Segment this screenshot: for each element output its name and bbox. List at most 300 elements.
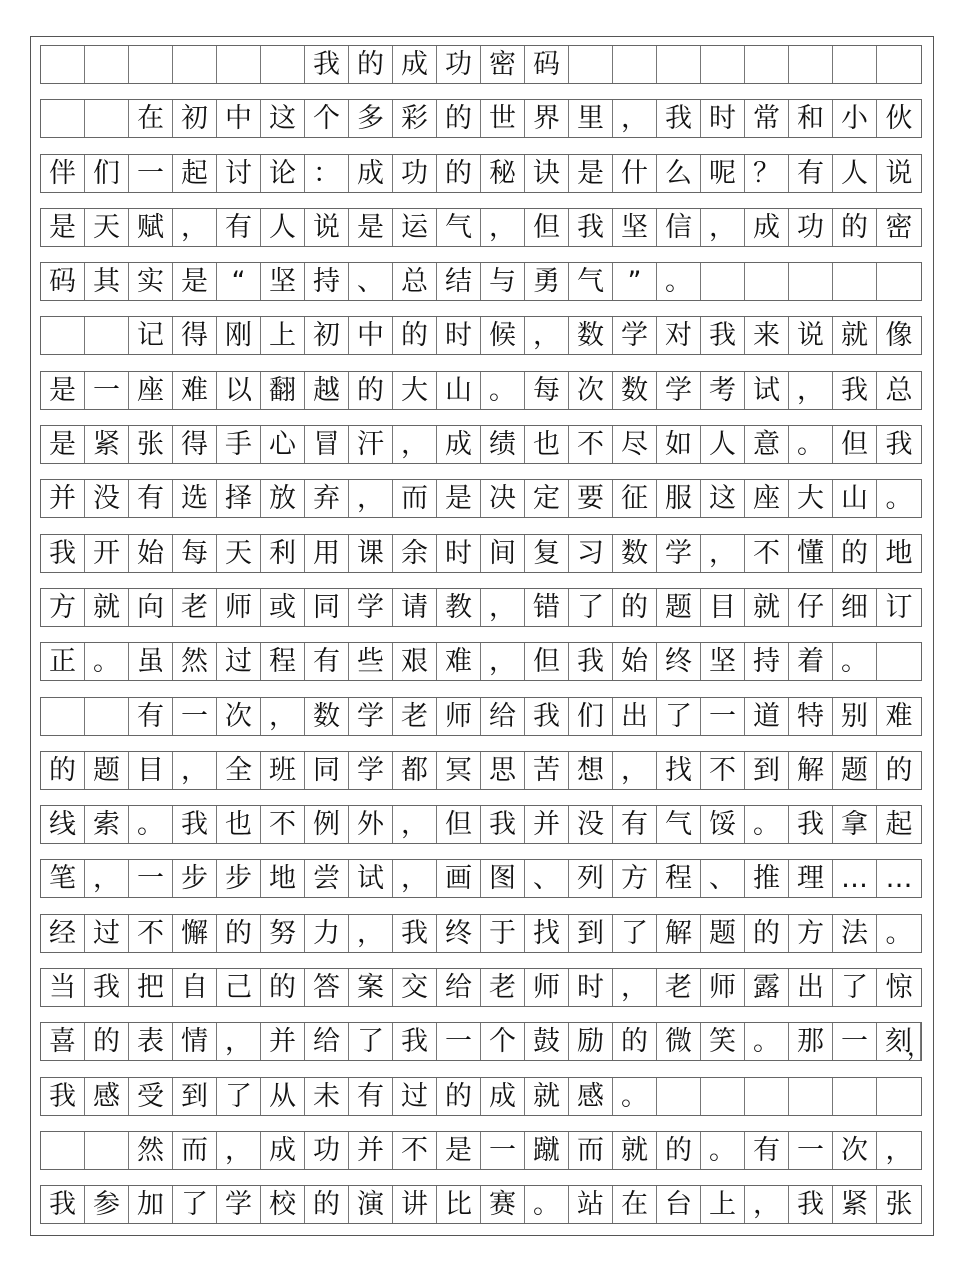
grid-cell: 题 xyxy=(85,752,129,789)
grid-cell: 的 xyxy=(305,1186,349,1223)
grid-cell: 秘 xyxy=(481,155,525,192)
grid-cell: 的 xyxy=(613,589,657,626)
grid-cell: 别 xyxy=(833,698,877,735)
grid-cell: 我 xyxy=(305,46,349,83)
grid-cell: 题 xyxy=(701,915,745,952)
grid-cell: 山 xyxy=(437,372,481,409)
grid-cell: 我 xyxy=(569,643,613,680)
grid-cell: 记 xyxy=(129,317,173,354)
grid-cell: 比 xyxy=(437,1186,481,1223)
grid-cell: ， xyxy=(701,535,745,572)
grid-cell: 有 xyxy=(129,698,173,735)
grid-cell: 教 xyxy=(437,589,481,626)
grid-cell: 懈 xyxy=(173,915,217,952)
grid-cell: 外 xyxy=(349,806,393,843)
grid-cell: ， xyxy=(481,209,525,246)
grid-cell: 着 xyxy=(789,643,833,680)
grid-cell: 。 xyxy=(481,372,525,409)
grid-cell: 没 xyxy=(569,806,613,843)
grid-cell: 决 xyxy=(481,480,525,517)
grid-cell: 的 xyxy=(833,535,877,572)
grid-cell: 班 xyxy=(261,752,305,789)
grid-cell: 图 xyxy=(481,860,525,897)
grid-cell: 学 xyxy=(349,752,393,789)
grid-cell: 坚 xyxy=(261,263,305,300)
grid-cell: 鼓 xyxy=(525,1023,569,1060)
grid-cell: 给 xyxy=(305,1023,349,1060)
grid-cell: 每 xyxy=(173,535,217,572)
grid-cell xyxy=(745,1078,789,1115)
grid-cell: 。 xyxy=(885,917,913,949)
grid-cell: 天 xyxy=(217,535,261,572)
grid-cell: 终 xyxy=(437,915,481,952)
grid-cell xyxy=(85,317,129,354)
grid-cell: 虽 xyxy=(129,643,173,680)
grid-cell: 经 xyxy=(41,915,85,952)
grid-cell: 找 xyxy=(525,915,569,952)
grid-cell: 并 xyxy=(525,806,569,843)
grid-cell: 受 xyxy=(129,1078,173,1115)
grid-cell: 过 xyxy=(393,1078,437,1115)
grid-cell: 一 xyxy=(129,860,173,897)
grid-cell xyxy=(745,46,789,83)
grid-cell xyxy=(877,1078,921,1115)
grid-cell: 时 xyxy=(437,535,481,572)
grid-cell: 我 xyxy=(833,372,877,409)
grid-cell: 一 xyxy=(481,1132,525,1169)
grid-cell: 给 xyxy=(437,969,481,1006)
grid-cell: 订 xyxy=(885,591,913,623)
grid-cell xyxy=(833,1078,877,1115)
grid-cell: 师 xyxy=(701,969,745,1006)
grid-cell xyxy=(657,1078,701,1115)
grid-cell: 索 xyxy=(85,806,129,843)
grid-cell: 诀 xyxy=(525,155,569,192)
grid-cell: ， xyxy=(349,480,393,517)
grid-cell: 的 xyxy=(393,317,437,354)
grid-cell: 赋 xyxy=(129,209,173,246)
grid-cell: 那 xyxy=(789,1023,833,1060)
grid-cell: 大 xyxy=(393,372,437,409)
grid-cell: 难 xyxy=(437,643,481,680)
grid-cell: 这 xyxy=(261,100,305,137)
grid-cell: 苦 xyxy=(525,752,569,789)
grid-cell: 、 xyxy=(525,860,569,897)
grid-cell: 力 xyxy=(305,915,349,952)
essay-line xyxy=(40,859,922,898)
grid-cell: 的 xyxy=(437,100,481,137)
grid-cell: 就 xyxy=(613,1132,657,1169)
grid-cell: 。 xyxy=(745,806,789,843)
grid-cell: 我 xyxy=(173,806,217,843)
grid-cell: 老 xyxy=(481,969,525,1006)
grid-cell: 个 xyxy=(481,1023,525,1060)
grid-cell: 目 xyxy=(701,589,745,626)
grid-cell: 这 xyxy=(701,480,745,517)
grid-cell: 有 xyxy=(217,209,261,246)
grid-cell: 蹴 xyxy=(525,1132,569,1169)
grid-cell: 和 xyxy=(789,100,833,137)
grid-cell: 码 xyxy=(41,263,85,300)
grid-cell: 艰 xyxy=(393,643,437,680)
grid-cell: 找 xyxy=(657,752,701,789)
grid-cell: 翻 xyxy=(261,372,305,409)
essay-line xyxy=(40,1131,922,1170)
grid-cell: ， xyxy=(349,915,393,952)
grid-cell: 过 xyxy=(217,643,261,680)
grid-cell: 。 xyxy=(129,806,173,843)
grid-cell: 我 xyxy=(789,1186,833,1223)
grid-cell: 到 xyxy=(569,915,613,952)
grid-cell: 师 xyxy=(437,698,481,735)
grid-cell: 而 xyxy=(393,480,437,517)
grid-cell: 我 xyxy=(41,1186,85,1223)
grid-cell: 想 xyxy=(569,752,613,789)
grid-cell: 并 xyxy=(261,1023,305,1060)
grid-cell: 的 xyxy=(657,1132,701,1169)
grid-cell: 题 xyxy=(657,589,701,626)
grid-cell xyxy=(41,100,85,137)
grid-cell: 推 xyxy=(745,860,789,897)
grid-cell: ： xyxy=(305,155,349,192)
grid-cell: 就 xyxy=(525,1078,569,1115)
grid-cell: 的 xyxy=(885,754,913,786)
grid-cell: 界 xyxy=(525,100,569,137)
grid-cell: 站 xyxy=(569,1186,613,1223)
grid-cell: 们 xyxy=(85,155,129,192)
grid-cell: 特 xyxy=(789,698,833,735)
grid-cell: 以 xyxy=(217,372,261,409)
grid-cell: 微 xyxy=(657,1023,701,1060)
grid-cell: 码 xyxy=(525,46,569,83)
grid-cell: 气 xyxy=(437,209,481,246)
grid-cell: 有 xyxy=(613,806,657,843)
grid-cell: 得 xyxy=(173,426,217,463)
grid-cell: 中 xyxy=(349,317,393,354)
grid-cell: ， xyxy=(525,317,569,354)
grid-cell: 常 xyxy=(745,100,789,137)
grid-cell: ， xyxy=(393,426,437,463)
grid-cell: 有 xyxy=(305,643,349,680)
essay-line xyxy=(40,371,922,410)
grid-cell: 我 xyxy=(657,100,701,137)
grid-cell: 从 xyxy=(261,1078,305,1115)
grid-cell: 未 xyxy=(305,1078,349,1115)
grid-cell: 细 xyxy=(833,589,877,626)
grid-cell: 成 xyxy=(349,155,393,192)
grid-cell: 要 xyxy=(569,480,613,517)
grid-cell: ？ xyxy=(745,155,789,192)
grid-cell: 次 xyxy=(217,698,261,735)
grid-cell: 的 xyxy=(745,915,789,952)
essay-line xyxy=(40,479,922,518)
grid-cell: 演 xyxy=(349,1186,393,1223)
grid-cell: 大 xyxy=(789,480,833,517)
grid-cell: 都 xyxy=(393,752,437,789)
grid-cell: 中 xyxy=(217,100,261,137)
grid-cell: 、 xyxy=(349,263,393,300)
grid-cell: 功 xyxy=(437,46,481,83)
essay-line xyxy=(40,968,922,1007)
grid-cell: 有 xyxy=(789,155,833,192)
grid-cell: 上 xyxy=(261,317,305,354)
grid-cell: 师 xyxy=(525,969,569,1006)
grid-cell: 复 xyxy=(525,535,569,572)
grid-cell: 解 xyxy=(657,915,701,952)
grid-cell: 的 xyxy=(41,752,85,789)
grid-cell: 心 xyxy=(261,426,305,463)
grid-cell: 么 xyxy=(657,155,701,192)
grid-cell: 伙 xyxy=(885,103,913,135)
grid-cell: 方 xyxy=(789,915,833,952)
grid-cell: ， xyxy=(217,1132,261,1169)
grid-cell: 我 xyxy=(393,1023,437,1060)
grid-cell: 学 xyxy=(349,698,393,735)
grid-cell: 的 xyxy=(833,209,877,246)
grid-cell: 是 xyxy=(41,426,85,463)
grid-cell: 师 xyxy=(217,589,261,626)
grid-cell: 气 xyxy=(657,806,701,843)
grid-cell: 是 xyxy=(437,1132,481,1169)
grid-cell: 刻 xyxy=(877,1023,921,1060)
grid-cell: 己 xyxy=(217,969,261,1006)
grid-cell: 次 xyxy=(569,372,613,409)
grid-cell: 开 xyxy=(85,535,129,572)
grid-cell: 学 xyxy=(657,535,701,572)
grid-cell: 但 xyxy=(525,209,569,246)
grid-cell: 没 xyxy=(85,480,129,517)
grid-cell: 尽 xyxy=(613,426,657,463)
grid-cell: 像 xyxy=(885,320,913,352)
grid-cell: 人 xyxy=(701,426,745,463)
grid-cell: 我 xyxy=(525,698,569,735)
grid-cell: 手 xyxy=(217,426,261,463)
grid-cell: 弃 xyxy=(305,480,349,517)
grid-cell: 例 xyxy=(305,806,349,843)
grid-cell: 一 xyxy=(437,1023,481,1060)
grid-cell: ， xyxy=(789,372,833,409)
grid-cell: 露 xyxy=(745,969,789,1006)
grid-cell: 利 xyxy=(261,535,305,572)
grid-cell: 论 xyxy=(261,155,305,192)
grid-cell: ， xyxy=(173,209,217,246)
grid-cell: 结 xyxy=(437,263,481,300)
grid-cell: 方 xyxy=(613,860,657,897)
grid-cell: 然 xyxy=(129,1132,173,1169)
grid-cell: 。 xyxy=(745,1023,789,1060)
grid-cell: 得 xyxy=(173,317,217,354)
grid-cell: 但 xyxy=(833,426,877,463)
grid-cell: 答 xyxy=(305,969,349,1006)
grid-cell: 但 xyxy=(525,643,569,680)
grid-cell: 一 xyxy=(173,698,217,735)
grid-cell: 的 xyxy=(437,155,481,192)
grid-cell: 用 xyxy=(305,535,349,572)
grid-cell: 总 xyxy=(885,374,913,406)
grid-cell: 加 xyxy=(129,1186,173,1223)
grid-cell: 张 xyxy=(129,426,173,463)
grid-cell: 坚 xyxy=(613,209,657,246)
grid-cell: 正 xyxy=(41,643,85,680)
grid-cell: 老 xyxy=(173,589,217,626)
grid-cell: 紧 xyxy=(833,1186,877,1223)
grid-cell: 是 xyxy=(349,209,393,246)
grid-cell xyxy=(173,46,217,83)
grid-cell: 也 xyxy=(217,806,261,843)
grid-cell xyxy=(877,643,921,680)
grid-cell: 我 xyxy=(481,806,525,843)
grid-cell: ， xyxy=(613,100,657,137)
grid-cell: 就 xyxy=(833,317,877,354)
grid-cell: ， xyxy=(393,860,437,897)
grid-cell: 出 xyxy=(789,969,833,1006)
grid-cell: 校 xyxy=(261,1186,305,1223)
grid-cell: 起 xyxy=(885,809,913,841)
grid-cell: 成 xyxy=(261,1132,305,1169)
grid-cell: 候 xyxy=(481,317,525,354)
grid-cell: 张 xyxy=(885,1189,913,1221)
grid-cell: 给 xyxy=(481,698,525,735)
grid-cell: 时 xyxy=(569,969,613,1006)
grid-cell: 次 xyxy=(833,1132,877,1169)
grid-cell: 的 xyxy=(613,1023,657,1060)
essay-line xyxy=(40,1022,931,1062)
grid-cell: 多 xyxy=(349,100,393,137)
grid-cell: 坚 xyxy=(701,643,745,680)
essay-grid xyxy=(40,45,931,1240)
grid-cell: 服 xyxy=(657,480,701,517)
grid-cell: 步 xyxy=(173,860,217,897)
grid-cell: 对 xyxy=(657,317,701,354)
grid-cell: 世 xyxy=(481,100,525,137)
grid-cell: 试 xyxy=(745,372,789,409)
grid-cell: 征 xyxy=(613,480,657,517)
grid-cell: 数 xyxy=(305,698,349,735)
grid-cell: 起 xyxy=(173,155,217,192)
grid-cell: 了 xyxy=(569,589,613,626)
grid-cell xyxy=(41,46,85,83)
grid-cell: 表 xyxy=(129,1023,173,1060)
grid-cell: 自 xyxy=(173,969,217,1006)
grid-cell: 不 xyxy=(701,752,745,789)
grid-cell: 笑 xyxy=(701,1023,745,1060)
grid-cell: 气 xyxy=(569,263,613,300)
grid-cell: 也 xyxy=(525,426,569,463)
grid-cell: 。 xyxy=(701,1132,745,1169)
essay-line xyxy=(40,534,922,573)
grid-cell: 些 xyxy=(349,643,393,680)
grid-cell xyxy=(877,46,921,83)
grid-cell xyxy=(833,46,877,83)
grid-cell xyxy=(789,46,833,83)
grid-cell: ， xyxy=(745,1186,789,1223)
grid-cell: 地 xyxy=(885,537,913,569)
grid-cell: 初 xyxy=(305,317,349,354)
grid-cell: ， xyxy=(393,806,437,843)
grid-cell: 学 xyxy=(613,317,657,354)
grid-cell: 的 xyxy=(437,1078,481,1115)
grid-cell: 成 xyxy=(481,1078,525,1115)
grid-cell: ， xyxy=(481,643,525,680)
grid-cell: 初 xyxy=(173,100,217,137)
grid-cell: 上 xyxy=(701,1186,745,1223)
grid-cell: 来 xyxy=(745,317,789,354)
grid-cell: 讨 xyxy=(217,155,261,192)
grid-cell: 座 xyxy=(745,480,789,517)
grid-cell: 是 xyxy=(41,372,85,409)
grid-cell: 了 xyxy=(657,698,701,735)
grid-cell: 仔 xyxy=(789,589,833,626)
grid-cell: 老 xyxy=(393,698,437,735)
grid-cell: 呢 xyxy=(701,155,745,192)
grid-cell: 请 xyxy=(393,589,437,626)
grid-cell xyxy=(745,263,789,300)
grid-cell: 笔 xyxy=(41,860,85,897)
grid-cell: 学 xyxy=(349,589,393,626)
grid-cell: 参 xyxy=(85,1186,129,1223)
grid-cell: “ xyxy=(217,263,261,300)
grid-cell: 赛 xyxy=(481,1186,525,1223)
grid-cell: 的 xyxy=(217,915,261,952)
grid-cell: 同 xyxy=(305,752,349,789)
grid-cell: ， xyxy=(173,752,217,789)
essay-line xyxy=(40,316,922,355)
grid-cell: 与 xyxy=(481,263,525,300)
grid-cell: 尝 xyxy=(305,860,349,897)
grid-cell: 刚 xyxy=(217,317,261,354)
grid-cell: 法 xyxy=(833,915,877,952)
grid-cell: 有 xyxy=(349,1078,393,1115)
grid-cell: 而 xyxy=(569,1132,613,1169)
grid-cell: 惊 xyxy=(885,972,913,1004)
grid-cell: 总 xyxy=(393,263,437,300)
grid-cell: 不 xyxy=(129,915,173,952)
grid-cell: ， xyxy=(613,752,657,789)
grid-cell: 。 xyxy=(85,643,129,680)
grid-cell: 密 xyxy=(885,211,913,243)
grid-cell xyxy=(217,46,261,83)
grid-cell: 始 xyxy=(129,535,173,572)
grid-cell: 列 xyxy=(569,860,613,897)
grid-cell: 余 xyxy=(393,535,437,572)
grid-cell: 是 xyxy=(41,209,85,246)
grid-cell: 是 xyxy=(173,263,217,300)
grid-cell: 冒 xyxy=(305,426,349,463)
grid-cell: 画 xyxy=(437,860,481,897)
grid-cell: 的 xyxy=(85,1023,129,1060)
grid-cell: 择 xyxy=(217,480,261,517)
grid-cell: 运 xyxy=(393,209,437,246)
grid-cell xyxy=(613,46,657,83)
grid-cell: 里 xyxy=(569,100,613,137)
essay-line xyxy=(40,642,922,681)
grid-cell: … xyxy=(885,863,913,895)
grid-cell: 们 xyxy=(569,698,613,735)
grid-cell: 程 xyxy=(261,643,305,680)
grid-cell: 持 xyxy=(305,263,349,300)
grid-cell xyxy=(41,1132,85,1169)
grid-cell: 情 xyxy=(173,1023,217,1060)
grid-cell xyxy=(701,1078,745,1115)
grid-cell: 紧 xyxy=(85,426,129,463)
grid-cell: 但 xyxy=(437,806,481,843)
grid-cell: 道 xyxy=(745,698,789,735)
grid-cell: 当 xyxy=(41,969,85,1006)
essay-line xyxy=(40,751,922,790)
grid-cell: 并 xyxy=(349,1132,393,1169)
grid-cell: ， xyxy=(481,589,525,626)
grid-cell: 人 xyxy=(833,155,877,192)
